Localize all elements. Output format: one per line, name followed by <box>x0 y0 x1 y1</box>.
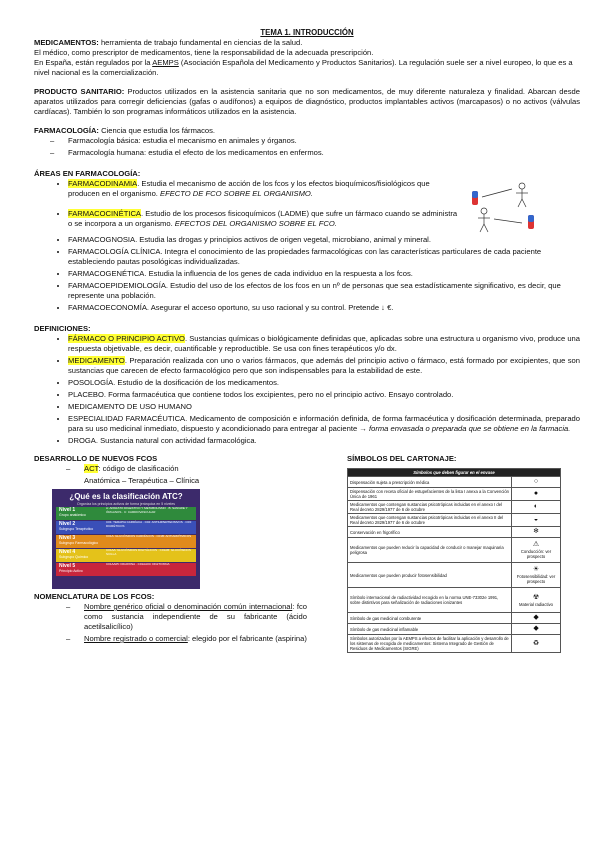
symbol-icon: ○ <box>533 478 539 485</box>
areas-list <box>34 179 580 313</box>
farmacologia-text: Ciencia que estudia los fármacos. <box>98 126 216 135</box>
symbol-description: Medicamentos que contengan sustancias psicotrópicas incluidas en el anexo II del Real decreto 2829/1977 de 6 de octubre <box>348 514 512 527</box>
table-row <box>348 635 561 653</box>
atc-level-name: Nivel 4 <box>59 549 76 555</box>
farmacodinamia-term: FARMACODINAMIA <box>68 179 138 188</box>
atc-classification-image <box>52 489 200 589</box>
table-row <box>348 588 561 613</box>
table-row <box>348 501 561 514</box>
list-item: • FARMACOECONOMÍA. Asegurar el acceso oportuno, su uso racional y su control. Pretende ↓ €. <box>68 303 580 313</box>
list-item <box>84 602 307 632</box>
symbol-cell <box>512 527 561 538</box>
symbol-caption: Conducción: ver prospecto <box>520 549 552 559</box>
list-item <box>84 634 307 644</box>
list-item: • FARMACOGNOSIA. Estudia las drogas y principios activos de origen vegetal, microbiano, animal y mineral. <box>68 235 580 245</box>
symbol-icon: ☢ <box>532 593 540 601</box>
atc-levels <box>52 507 200 576</box>
list-item: • FARMACOEPIDEMIOLOGÍA. Estudio del uso de los efectos de los fcos en un nº de personas que sea estadísticamente significativo, es decir, que represente una población. <box>68 281 580 301</box>
symbol-description: Conservación en frigorífico <box>348 527 512 538</box>
table-row <box>348 613 561 624</box>
symbol-icon: ● <box>533 490 539 497</box>
atc-level-desc: C01AA: GLUCÓSIDOS DIGITÁLICOS · C01AB: GLUCÓSIDOS SCILLA <box>106 548 191 556</box>
symbol-icon: ♻ <box>532 639 540 647</box>
especialidad-text: ESPECIALIDAD FARMACÉUTICA. Medicamento de composición e información definida, de forma farmacéutica y dosificación determinada, preparado para su uso medicinal inmediato, dispuesto y acondicionado para entregar al paciente → <box>68 414 580 433</box>
atc-level-sub: Grupo anatómico <box>59 513 86 517</box>
atc-level-desc: C01: TERAPIA CARDÍACA · C02: ANTIHIPERTENSIVOS · C03: DIURÉTICOS <box>106 520 192 528</box>
atc-subtitle: Organiza los principios activos de forma jerárquica en 5 niveles <box>76 502 176 506</box>
list-item: – Farmacología básica: estudia el mecanismo en animales y órganos. <box>68 136 580 146</box>
symbol-cell <box>512 538 561 563</box>
list-item <box>68 414 580 434</box>
farmacodinamia-text: . Estudia el mecanismo de acción de los fcos y los efectos bioquímicos/fisiológicos que producen en el organismo. <box>68 179 430 198</box>
simbolos-heading: SÍMBOLOS DEL CARTONAJE: <box>347 454 457 463</box>
symbol-description: Medicamentos que pueden reducir la capacidad de conducir o manejar maquinaria peligrosa <box>348 538 512 563</box>
symbols-table <box>347 468 561 653</box>
symbol-description: Símbolo de gas medicinal inflamable <box>348 624 512 635</box>
symbol-cell <box>512 477 561 488</box>
symbol-cell <box>512 514 561 527</box>
atc-level-name: Nivel 2 <box>59 521 76 527</box>
act-term: ACT <box>84 464 99 473</box>
atc-level <box>56 521 196 534</box>
table-row <box>348 527 561 538</box>
atc-level <box>56 535 196 548</box>
list-item: • PLACEBO. Forma farmacéutica que contiene todos los excipientes, pero no el principio activo. Ensayo controlado. <box>68 390 580 400</box>
atc-title: ¿Qué es la clasificación ATC? <box>69 492 183 501</box>
farmacocinetica-text: . Estudio de los procesos fisicoquímicos (LADME) que sufre un fármaco cuando se administra o se incorpora a un organismo. <box>68 209 458 228</box>
atc-level <box>56 563 196 576</box>
desarrollo-list <box>34 464 307 474</box>
symbol-description: Dispensación sujeta a prescripción médica <box>348 477 512 488</box>
table-row <box>348 488 561 501</box>
farmacologia-label: FARMACOLOGÍA: <box>34 126 99 135</box>
list-item <box>68 356 580 376</box>
table-row <box>348 538 561 563</box>
symbol-icon: ☀ <box>532 566 540 573</box>
farmacocinetica-em: EFECTOS DEL ORGANISMO SOBRE EL FCO. <box>174 219 337 228</box>
farmaco-term: FÁRMACO O PRINCIPIO ACTIVO <box>68 334 185 343</box>
farmacocinetica-term: FARMACOCINÉTICA <box>68 209 141 218</box>
symbols-table-header: Símbolos que deben figurar en el envase <box>348 469 561 477</box>
symbol-description: Medicamentos que pueden producir fotosensibilidad <box>348 563 512 588</box>
atc-level-name: Nivel 1 <box>59 507 76 513</box>
person-to-pill-illustration <box>470 205 542 235</box>
nombre-generico-label: Nombre genérico oficial o denominación común internacional <box>84 602 293 611</box>
desarrollo-heading: DESARROLLO DE NUEVOS FCOS <box>34 454 158 463</box>
table-row <box>348 563 561 588</box>
aemps-link[interactable]: AEMPS <box>152 58 179 67</box>
nombre-generico-text: : fco como sustancia independiente de su fabricante (ácido acetilsalicílico) <box>84 602 308 631</box>
atc-level-name: Nivel 5 <box>59 563 76 569</box>
nomenclatura-heading: NOMENCLATURA DE LOS FCOS: <box>34 592 155 601</box>
farmaco-text: . Sustancias químicas o biológicamente definidas que, aplicadas sobre una estructura u organismo vivo, produce una respuesta objetivable, es decir, cuantificable y reproductible. Se usa con fines terapéuticos y/o dx. <box>68 334 581 353</box>
producto-text: Productos utilizados en la asistencia sanitaria que no son medicamentos, de muy diferente naturaleza y finalidad. Abarcan desde aparatos utilizados para corregir deficiencias (gafas o audífonos) a equipos de diagnóstico, productos implantables activos (marcapasos) o no activos (válvulas cardíacas). También lo son programas informáticos utilizados en la asistencia. <box>34 87 580 116</box>
symbol-cell <box>512 635 561 653</box>
farmacologia-paragraph <box>34 126 580 136</box>
nomenclatura-list <box>34 602 307 644</box>
list-item: • MEDICAMENTO DE USO HUMANO <box>68 402 580 412</box>
atc-level-label <box>56 535 103 548</box>
symbol-icon: ⚠ <box>532 541 540 548</box>
atc-level-name: Nivel 3 <box>59 535 76 541</box>
bottom-columns <box>34 454 580 653</box>
symbol-icon: ❄ <box>533 528 539 535</box>
list-item <box>68 334 580 354</box>
intro-text: herramienta de trabajo fundamental en ciencias de la salud. <box>98 38 303 47</box>
symbol-description: Símbolos autorizados por la AEMPS a efectos de facilitar la aplicación y desarrollo de los sistemas de recogida de medicamentos: Sistema Integrado de Gestión de Residuos de Medicamentos (SIGRE) <box>348 635 512 653</box>
list-item <box>68 179 580 199</box>
document-page <box>34 0 580 653</box>
atc-level-sub: Subgrupo Farmacológico <box>59 541 99 545</box>
atc-level-label <box>56 549 103 562</box>
medicamento-text: . Preparación realizada con uno o varios fármacos, que además del principio activo o fármaco, está formado por excipientes, que son sustancias que carecen de efecto farmacológico pero que son indispensables para la estabilidad de este. <box>68 356 580 375</box>
atc-level-sub: Subgrupo Terapéutico <box>59 527 94 531</box>
table-row <box>348 624 561 635</box>
intro-line-2: El médico, como prescriptor de medicamentos, tiene la responsabilidad de la adecuada prescripción. <box>34 48 374 57</box>
symbol-caption: Fotosensibilidad: ver prospecto <box>516 574 556 584</box>
symbol-cell <box>512 488 561 501</box>
areas-heading: ÁREAS EN FARMACOLOGÍA: <box>34 169 141 178</box>
atc-level-desc: C01A: GLUCÓSIDOS CARDÍACOS · C01B: ANTIARRÍTMICOS <box>106 534 192 538</box>
definiciones-list <box>34 334 580 446</box>
list-item: • FARMACOGENÉTICA. Estudia la influencia de los genes de cada individuo en la respuesta a los fcos. <box>68 269 580 279</box>
symbol-icon: ◐ <box>533 503 539 510</box>
farmacologia-list <box>34 136 580 158</box>
definiciones-heading: DEFINICIONES: <box>34 324 91 333</box>
list-item: • POSOLOGÍA. Estudio de la dosificación de los medicamentos. <box>68 378 580 388</box>
nombre-registrado-text: : elegido por el fabricante (aspirina) <box>187 634 307 643</box>
nombre-registrado-label: Nombre registrado o comercial <box>84 634 188 643</box>
intro-post: (Asociación Española del Medicamento y Productos Sanitarios). La regulación suele ser a nivel europeo, lo que es a nivel nacional es la comercialización. <box>34 58 573 77</box>
symbol-description: Símbolo de gas medicinal comburente <box>348 613 512 624</box>
list-item: • DROGA. Sustancia natural con actividad farmacológica. <box>68 436 580 446</box>
symbol-icon: ◒ <box>533 516 539 523</box>
intro-line-1 <box>34 38 580 48</box>
intro-line-3 <box>34 58 580 78</box>
list-item: • FARMACOLOGÍA CLÍNICA. Integra el conocimiento de las propiedades farmacológicas con las características particulares de cada paciente estableciendo pautas posológicas individualizadas. <box>68 247 580 267</box>
symbol-icon: ◆ <box>533 625 539 632</box>
atc-level <box>56 549 196 562</box>
symbol-description: Símbolo internacional de radiactividad recogido en la norma UNE-73302e 1991, sobre distintivos para señalización de radiaciones ionizantes <box>348 588 512 613</box>
atc-level-sub: Subgrupo Químico <box>59 555 89 559</box>
producto-sanitario-paragraph <box>34 87 580 117</box>
symbol-cell <box>512 501 561 514</box>
atc-level-label <box>56 521 103 534</box>
left-column <box>34 454 307 653</box>
medicamento-term: MEDICAMENTO <box>68 356 125 365</box>
symbol-cell <box>512 624 561 635</box>
act-text: : código de clasificación <box>98 464 179 473</box>
table-row <box>348 477 561 488</box>
atc-level-desc: A: APARATO DIGESTIVO Y METABOLISMO · B: SANGRE Y ÓRGANOS · C: CARDIOVASCULAR <box>106 506 188 514</box>
table-row <box>348 514 561 527</box>
atc-level-label <box>56 507 103 520</box>
atc-level-desc: C01AA05: DIGOXINA · C01AA04: DIGITOXINA <box>106 562 170 566</box>
symbol-caption: Material radiactivo <box>519 601 553 607</box>
right-column <box>347 454 580 653</box>
symbol-cell <box>512 588 561 613</box>
atc-level <box>56 507 196 520</box>
list-item: – Farmacología humana: estudia el efecto de los medicamentos en enfermos. <box>68 148 580 158</box>
symbol-description: Dispensación con receta oficial de estupefacientes de la lista I anexa a la Convención Única de 1961 <box>348 488 512 501</box>
list-item <box>84 464 307 474</box>
symbol-cell <box>512 613 561 624</box>
list-item <box>68 209 580 229</box>
act-subtitle: Anatómica – Terapéutica – Clínica <box>84 476 200 485</box>
producto-label: PRODUCTO SANITARIO: <box>34 87 125 96</box>
medicamentos-label: MEDICAMENTOS: <box>34 38 99 47</box>
farmacodinamia-em: EFECTO DE FCO SOBRE EL ORGANISMO. <box>160 189 313 198</box>
especialidad-em: forma envasada o preparada que se obtiene en la farmacia. <box>368 424 571 433</box>
symbol-icon: ◆ <box>533 614 539 621</box>
atc-level-label <box>56 563 103 576</box>
atc-level-sub: Principio Activo <box>59 569 83 573</box>
symbol-description: Medicamentos que contengan sustancias psicotrópicas incluidas en el anexo I del Real decreto 2829/1977 de 6 de octubre <box>348 501 512 514</box>
page-title: TEMA 1. INTRODUCCIÓN <box>260 28 354 37</box>
symbol-cell <box>512 563 561 588</box>
intro-pre: En España, están regulados por la <box>34 58 153 67</box>
